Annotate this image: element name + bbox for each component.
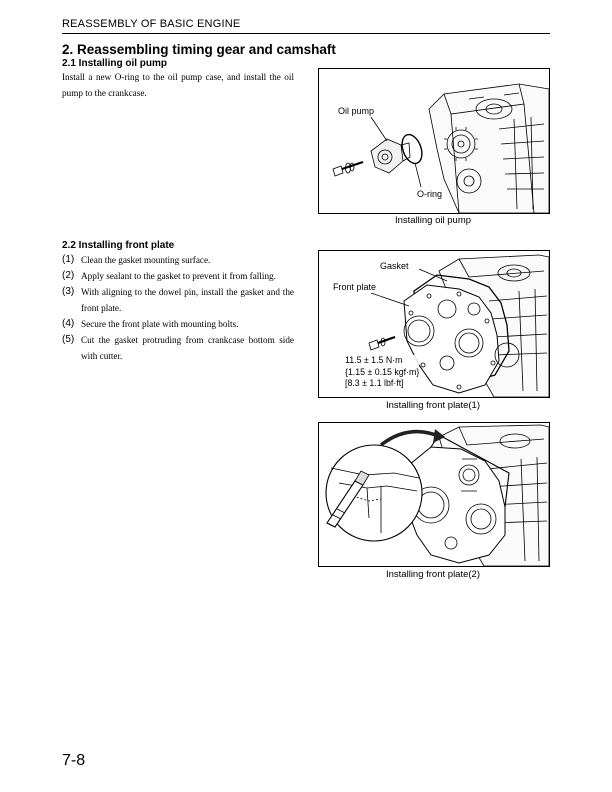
figure-front-plate-2 [318,422,550,567]
oil-pump-label: Oil pump [338,106,375,116]
step-item: (5) Cut the gasket protruding from crankcase bottom side with cutter. [62,334,294,361]
front-plate-steps [62,252,294,364]
subsection-title-oil-pump: 2.1 Installing oil pump [62,58,168,69]
section-title: 2. Reassembling timing gear and camshaft [62,42,336,57]
gasket-label: Gasket [380,261,409,271]
torque-nm: 11.5 ± 1.5 N·m [345,355,403,365]
oil-pump-instruction: Install a new O-ring to the oil pump case, and install the oil pump to the crankcase. [62,72,294,98]
step-item: (4) Secure the front plate with mounting bolts. [62,318,239,329]
step-item: (3) With aligning to the dowel pin, install the gasket and the front plate. [62,286,294,313]
header-rule [62,33,550,34]
caption-oil-pump: Installing oil pump [394,215,472,226]
running-header: REASSEMBLY OF BASIC ENGINE [62,18,241,30]
o-ring-label: O-ring [417,189,443,199]
front-plate-label: Front plate [333,282,377,292]
torque-lbfft: [8.3 ± 1.1 lbf·ft] [345,378,404,388]
subsection-title-front-plate: 2.2 Installing front plate [62,240,175,251]
page-number: 7-8 [62,752,86,769]
figure-oil-pump [318,68,550,214]
figure-front-plate-1 [318,250,550,398]
step-item: (2) Apply sealant to the gasket to prevent it from falling. [62,270,276,281]
caption-front-plate-1: Installing front plate(1) [386,400,480,411]
torque-spec [345,355,419,390]
caption-front-plate-2: Installing front plate(2) [386,569,480,580]
gasket-cutting-illustration [319,423,549,566]
step-item: (1) Clean the gasket mounting surface. [62,254,211,265]
torque-kgfm: {1.15 ± 0.15 kgf·m} [345,366,420,377]
